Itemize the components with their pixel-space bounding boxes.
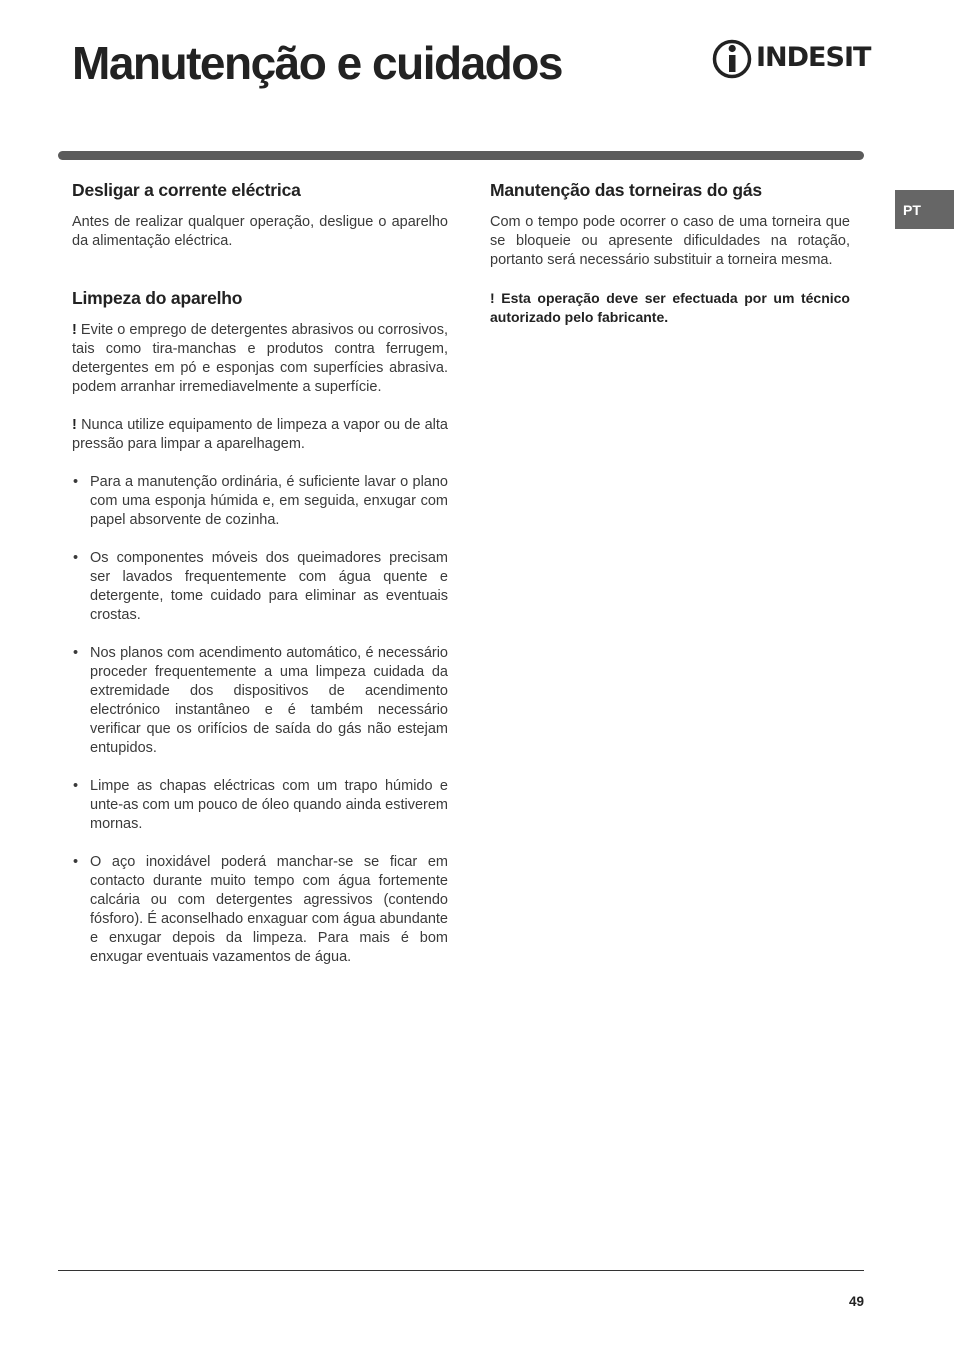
page-title: Manutenção e cuidados	[72, 37, 562, 89]
warning-abrasive: ! Evite o emprego de detergentes abrasivos ou corrosivos, tais como tira-manchas e produtos contra ferrugem, detergentes em pó e esponjas com superfícies abrasiva. podem arranhar irremediavelmente a superfície.	[72, 321, 448, 397]
section-text-gas-taps: Com o tempo pode ocorrer o caso de uma torneira que se bloqueie ou apresente dificuldades na rotação, portanto será necessário substituir a torneira mesma.	[490, 214, 850, 268]
warning-technician: ! Esta operação deve ser efectuada por um técnico autorizado pelo fabricante.	[490, 290, 850, 325]
list-item: • Para a manutenção ordinária, é suficiente lavar o plano com uma esponja húmida e, em seguida, enxugar com papel absorvente de cozinha.	[72, 473, 448, 530]
list-item: • Os componentes móveis dos queimadores precisam ser lavados frequentemente com água quente e detergente, tome cuidado para eliminar as eventuais crostas.	[72, 549, 448, 625]
header-rule	[58, 151, 864, 160]
warning-steam: ! Nunca utilize equipamento de limpeza a vapor ou de alta pressão para limpar a aparelhagem.	[72, 416, 448, 454]
language-tab: PT	[895, 190, 954, 229]
indesit-info-icon	[712, 38, 754, 80]
list-item: • O aço inoxidável poderá manchar-se se ficar em contacto durante muito tempo com água fortemente calcária ou com detergentes agressivos (contendo fósforo). É aconselhado enxaguar com água abundante e enxugar depois da limpeza. Para mais é bom enxugar eventuais vazamentos de água.	[72, 853, 448, 967]
section-heading-gas-taps: Manutenção das torneiras do gás	[490, 180, 762, 200]
list-item: • Nos planos com acendimento automático, é necessário proceder frequentemente a uma limpeza cuidada da extremidade dos dispositivos de acendimento electrónico instantâneo e é também necessário verificar que os orifícios de saída do gás não estejam entupidos.	[72, 644, 448, 758]
list-item: • Limpe as chapas eléctricas com um trapo húmido e unte-as com um pouco de óleo quando ainda estiverem mornas.	[72, 777, 448, 834]
indesit-logo	[712, 38, 871, 80]
section-heading-cleaning: Limpeza do aparelho	[72, 288, 243, 308]
right-column	[490, 180, 850, 327]
cleaning-list	[72, 473, 448, 967]
page-number: 49	[848, 1294, 864, 1309]
footer-rule	[58, 1270, 864, 1271]
left-column	[72, 180, 448, 967]
section-text-power: Antes de realizar qualquer operação, desligue o aparelho da alimentação eléctrica.	[72, 214, 448, 249]
brand-name: INDESIT	[756, 42, 871, 73]
section-heading-power: Desligar a corrente eléctrica	[72, 180, 301, 200]
